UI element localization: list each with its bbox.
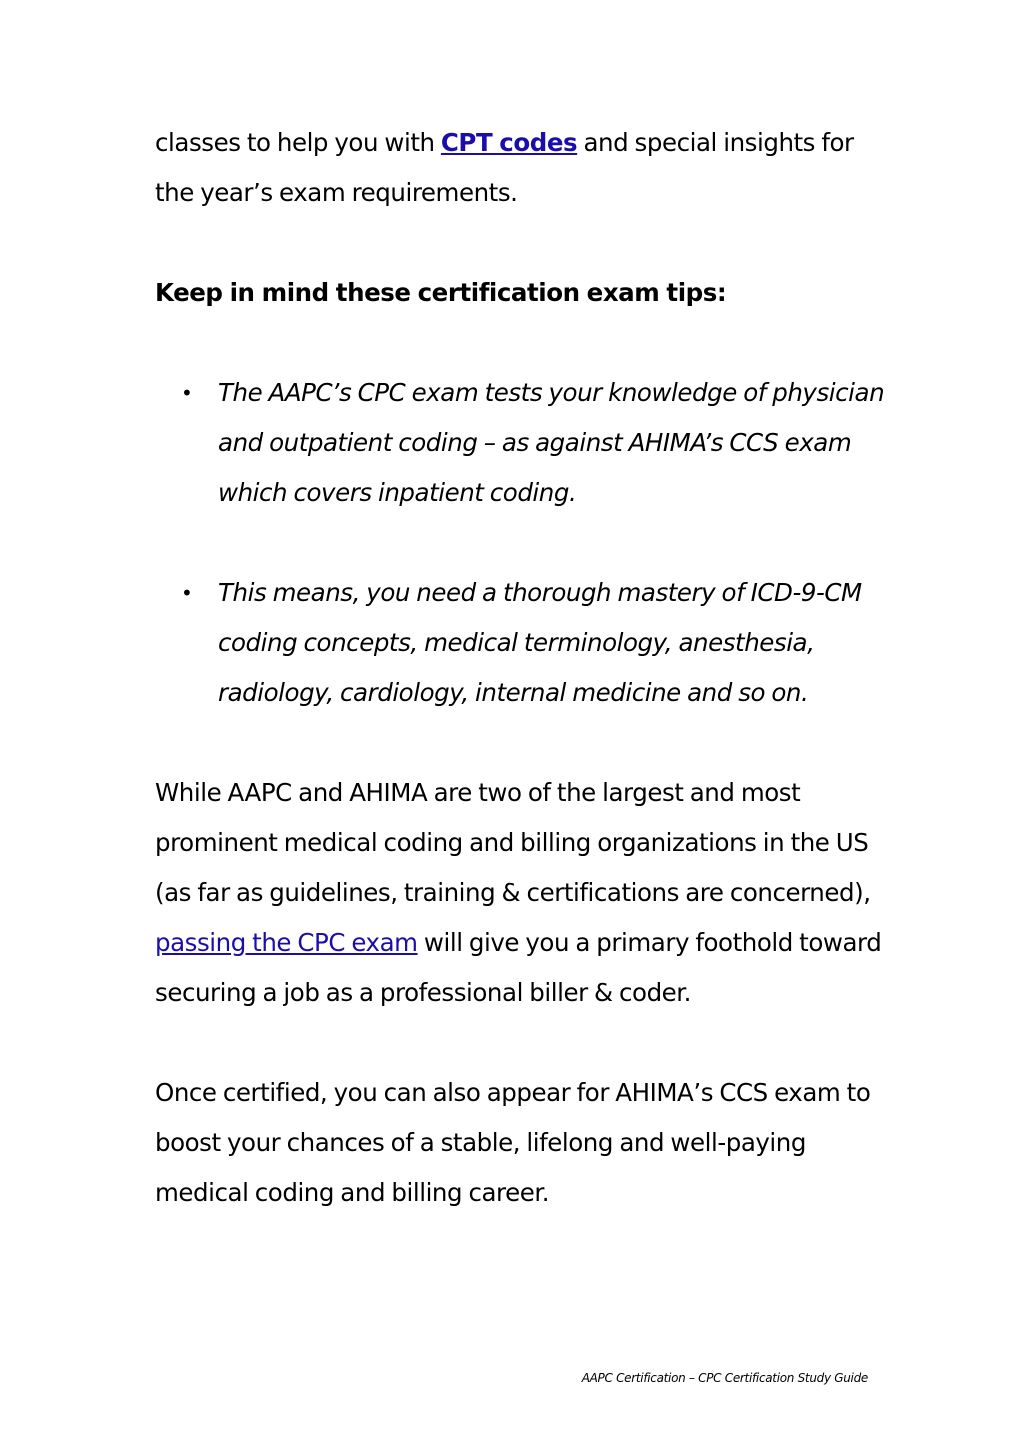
page-footer: AAPC Certification – CPC Certification Study Guide (581, 1371, 868, 1385)
tip-text: This means, you need a thorough mastery of ICD-9-CM coding concepts, medical terminology, anesthesia, radiology, cardiology, internal medicine and so on. (218, 578, 862, 707)
tip-item (155, 568, 885, 718)
passing-cpc-exam-link[interactable]: passing the CPC exam (155, 928, 418, 957)
paragraph-text: classes to help you with (155, 128, 441, 157)
paragraph-text: and special insights for the year’s exam requirements. (155, 128, 854, 207)
bullet-icon: • (181, 381, 193, 405)
tips-heading: Keep in mind these certification exam tips: (155, 278, 727, 307)
paragraph-aapc-ahima (155, 768, 885, 1018)
page-body (155, 118, 885, 1218)
cpt-codes-link[interactable]: CPT codes (440, 128, 578, 157)
paragraph-cpt-classes (155, 118, 885, 218)
tips-list (155, 368, 885, 718)
paragraph-once-certified: Once certified, you can also appear for AHIMA’s CCS exam to boost your chances of a stable, lifelong and well-paying medical coding and billing career. (155, 1078, 871, 1207)
paragraph-text: will give you a primary foothold toward securing a job as a professional biller & coder. (155, 928, 882, 1007)
tip-text: The AAPC’s CPC exam tests your knowledge of physician and outpatient coding – as against AHIMA’s CCS exam which covers inpatient coding. (218, 378, 885, 507)
paragraph-text: While AAPC and AHIMA are two of the largest and most prominent medical coding and billing organizations in the US (as far as guidelines, training & certifications are concerned), (155, 778, 871, 907)
bullet-icon: • (181, 581, 193, 605)
tip-item (155, 368, 885, 518)
